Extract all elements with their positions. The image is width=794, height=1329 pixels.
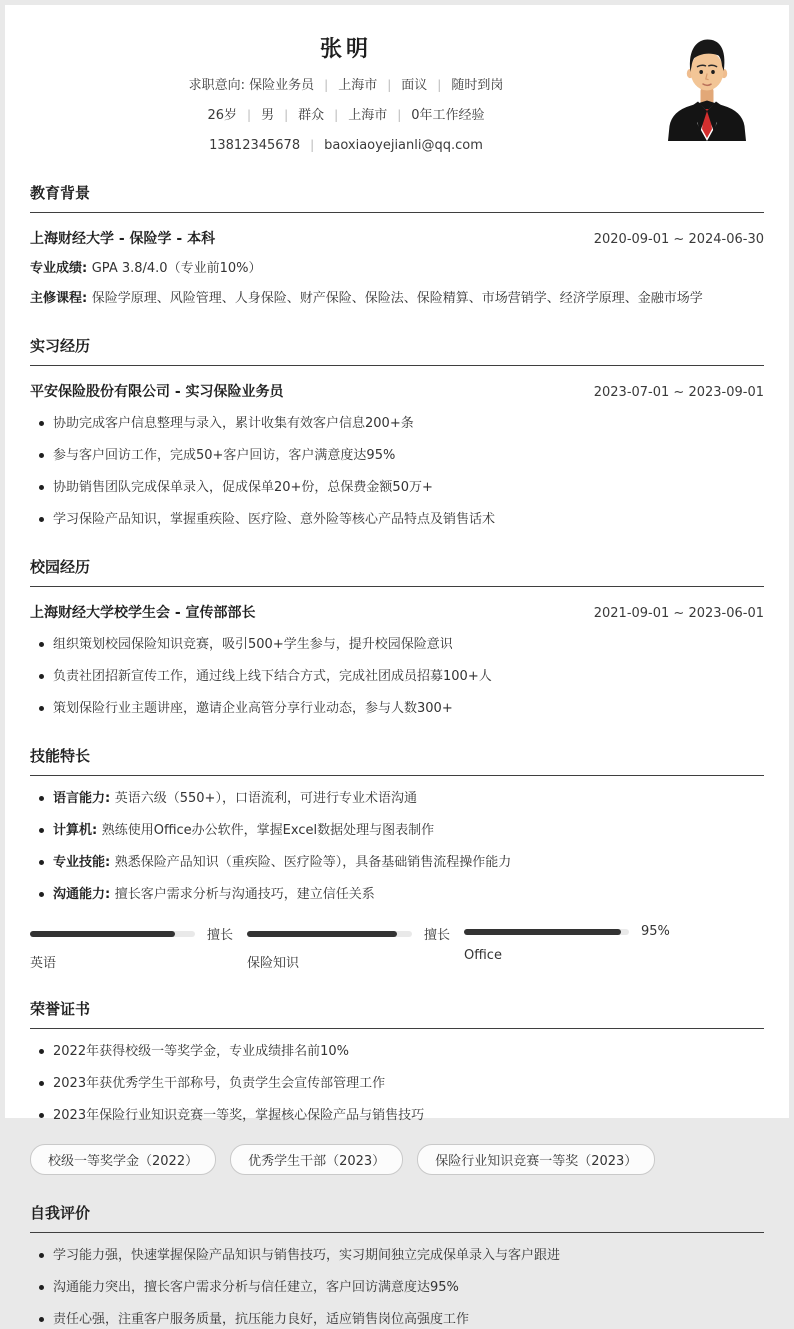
bullet-dot bbox=[39, 517, 44, 522]
separator-bar: | bbox=[437, 78, 442, 92]
job-intent-item: 面议 bbox=[401, 78, 428, 93]
internship-bullet-list bbox=[30, 414, 764, 529]
bullet-dot bbox=[39, 1081, 44, 1086]
evaluation-bullet-item bbox=[30, 1246, 764, 1265]
campus-bullet-item bbox=[30, 699, 764, 718]
skill-level-label: 95% bbox=[641, 924, 670, 939]
bullet-dot bbox=[39, 485, 44, 490]
section-title: 教育背景 bbox=[30, 182, 764, 213]
skill-bullet-text bbox=[53, 821, 434, 840]
bullet-dot bbox=[39, 1317, 44, 1322]
campus-bullet-item bbox=[30, 667, 764, 686]
internship-bullet-item bbox=[30, 446, 764, 465]
campus-date-range: 2021-09-01 ~ 2023-06-01 bbox=[593, 606, 764, 621]
internship-bullet-text: 参与客户回访工作，完成50+客户回访，客户满意度达95% bbox=[53, 448, 396, 463]
bullet-dot bbox=[39, 706, 44, 711]
personal-info-item: 26岁 bbox=[207, 108, 238, 123]
internship-bullet-item bbox=[30, 510, 764, 529]
skill-level-label: 擅长 bbox=[207, 928, 234, 943]
evaluation-bullet-item bbox=[30, 1278, 764, 1297]
skill-bullet-item bbox=[30, 885, 764, 904]
education-detail-rows bbox=[30, 259, 764, 308]
skills-bullet-list bbox=[30, 789, 764, 904]
honor-bullet-item bbox=[30, 1106, 764, 1125]
skill-bar-line bbox=[464, 924, 681, 939]
skill-level-label: 擅长 bbox=[424, 928, 451, 943]
skill-bar-fill bbox=[464, 929, 621, 935]
bullet-dot bbox=[39, 1285, 44, 1290]
separator-bar: | bbox=[247, 108, 252, 122]
personal-info-item: 0年工作经验 bbox=[411, 108, 485, 123]
skill-bar bbox=[247, 924, 464, 971]
skill-bullet-value: 擅长客户需求分析与沟通技巧，建立信任关系 bbox=[114, 887, 375, 902]
personal-info-line bbox=[30, 106, 662, 125]
personal-info-item: 群众 bbox=[298, 108, 325, 123]
resume-page bbox=[5, 5, 789, 1327]
contact-line bbox=[30, 136, 662, 155]
job-intent-label: 求职意向: bbox=[188, 78, 246, 93]
honor-bullet-item bbox=[30, 1074, 764, 1093]
evaluation-bullet-item bbox=[30, 1310, 764, 1329]
section-honors bbox=[30, 998, 764, 1175]
contact-item: 13812345678 bbox=[209, 138, 301, 153]
section-evaluation bbox=[30, 1202, 764, 1329]
honor-tag-pill: 保险行业知识竞赛一等奖（2023） bbox=[417, 1144, 655, 1175]
campus-bullet-text: 负责社团招新宣传工作，通过线上线下结合方式，完成社团成员招募100+人 bbox=[53, 669, 492, 684]
honor-tags-row bbox=[30, 1144, 764, 1175]
personal-info-item: 男 bbox=[261, 108, 275, 123]
skill-bullet-label: 沟通能力: bbox=[53, 887, 115, 902]
section-title: 校园经历 bbox=[30, 556, 764, 587]
education-entry-head bbox=[30, 228, 764, 248]
skill-name: 保险知识 bbox=[247, 956, 300, 971]
separator-bar: | bbox=[334, 108, 339, 122]
skill-name: Office bbox=[464, 948, 502, 963]
section-title: 实习经历 bbox=[30, 335, 764, 366]
skill-bars-row bbox=[30, 924, 764, 971]
separator-bar: | bbox=[397, 108, 402, 122]
internship-bullet-item bbox=[30, 478, 764, 497]
job-intent-item: 随时到岗 bbox=[451, 78, 504, 93]
skill-bar-line bbox=[30, 924, 247, 943]
skill-bar bbox=[464, 924, 681, 971]
section-title: 荣誉证书 bbox=[30, 998, 764, 1029]
skill-bar-track bbox=[464, 929, 629, 935]
honor-bullet-text: 2022年获得校级一等奖学金，专业成绩排名前10% bbox=[53, 1044, 349, 1059]
skill-bullet-label: 语言能力: bbox=[53, 791, 115, 806]
evaluation-bullet-text: 责任心强，注重客户服务质量，抗压能力良好，适应销售岗位高强度工作 bbox=[53, 1312, 470, 1327]
bullet-dot bbox=[39, 1253, 44, 1258]
separator-bar: | bbox=[324, 78, 329, 92]
honor-tag-pill: 优秀学生干部（2023） bbox=[230, 1144, 403, 1175]
evaluation-bullet-text: 沟通能力突出，擅长客户需求分析与信任建立，客户回访满意度达95% bbox=[53, 1280, 459, 1295]
skill-bullet-value: 熟练使用Office办公软件，掌握Excel数据处理与图表制作 bbox=[101, 823, 435, 838]
internship-bullet-text: 协助完成客户信息整理与录入，累计收集有效客户信息200+条 bbox=[53, 416, 414, 431]
section-campus bbox=[30, 556, 764, 718]
campus-bullet-text: 策划保险行业主题讲座，邀请企业高管分享行业动态，参与人数300+ bbox=[53, 701, 453, 716]
contact-item: baoxiaoyejianli@qq.com bbox=[324, 138, 483, 153]
bullet-dot bbox=[39, 1049, 44, 1054]
education-detail-row bbox=[30, 289, 764, 308]
bullet-dot bbox=[39, 1113, 44, 1118]
skill-name: 英语 bbox=[30, 956, 57, 971]
bullet-dot bbox=[39, 828, 44, 833]
skill-bullet-item bbox=[30, 853, 764, 872]
header-text-block bbox=[30, 31, 662, 155]
section-internship bbox=[30, 335, 764, 529]
section-title: 自我评价 bbox=[30, 1202, 764, 1233]
education-detail-row bbox=[30, 259, 764, 278]
skill-bullet-item bbox=[30, 821, 764, 840]
profile-photo bbox=[662, 31, 752, 141]
skill-bullet-label: 专业技能: bbox=[53, 855, 115, 870]
education-detail-label: 专业成绩: bbox=[30, 261, 92, 276]
resume-header bbox=[30, 31, 764, 155]
campus-bullet-list bbox=[30, 635, 764, 718]
section-education bbox=[30, 182, 764, 308]
internship-date-range: 2023-07-01 ~ 2023-09-01 bbox=[593, 385, 764, 400]
section-title: 技能特长 bbox=[30, 745, 764, 776]
skill-bullet-text bbox=[53, 885, 375, 904]
bullet-dot bbox=[39, 642, 44, 647]
bullet-dot bbox=[39, 892, 44, 897]
education-detail-text: 保险学原理、风险管理、人身保险、财产保险、保险法、保险精算、市场营销学、经济学原理、金融市场学 bbox=[91, 291, 703, 306]
job-intent-item: 上海市 bbox=[338, 78, 378, 93]
skill-bar-line bbox=[247, 924, 464, 943]
bullet-dot bbox=[39, 860, 44, 865]
skill-bullet-text bbox=[53, 853, 511, 872]
internship-bullet-item bbox=[30, 414, 764, 433]
evaluation-bullet-text: 学习能力强，快速掌握保险产品知识与销售技巧，实习期间独立完成保单录入与客户跟进 bbox=[53, 1248, 561, 1263]
education-detail-label: 主修课程: bbox=[30, 291, 92, 306]
skill-bullet-value: 英语六级（550+），口语流利，可进行专业术语沟通 bbox=[114, 791, 417, 806]
internship-bullet-text: 协助销售团队完成保单录入，促成保单20+份，总保费金额50万+ bbox=[53, 480, 433, 495]
company-name: 平安保险股份有限公司 - 实习保险业务员 bbox=[30, 384, 284, 400]
skill-bar-track bbox=[247, 931, 412, 937]
skill-bar-fill bbox=[247, 931, 397, 937]
school-name: 上海财经大学 - 保险学 - 本科 bbox=[30, 231, 216, 247]
skill-bar-fill bbox=[30, 931, 175, 937]
education-detail-text: GPA 3.8/4.0（专业前10%） bbox=[91, 261, 262, 276]
job-intent-line bbox=[30, 76, 662, 95]
education-date-range: 2020-09-01 ~ 2024-06-30 bbox=[593, 232, 764, 247]
bullet-dot bbox=[39, 453, 44, 458]
skill-bullet-label: 计算机: bbox=[53, 823, 102, 838]
skill-bar-track bbox=[30, 931, 195, 937]
section-skills bbox=[30, 745, 764, 971]
separator-bar: | bbox=[284, 108, 289, 122]
skill-bar bbox=[30, 924, 247, 971]
bullet-dot bbox=[39, 421, 44, 426]
job-intent-item: 保险业务员 bbox=[249, 78, 315, 93]
evaluation-bullet-list bbox=[30, 1246, 764, 1329]
organization-name: 上海财经大学校学生会 - 宣传部部长 bbox=[30, 605, 256, 621]
bullet-dot bbox=[39, 674, 44, 679]
skill-bullet-item bbox=[30, 789, 764, 808]
separator-bar: | bbox=[310, 138, 315, 152]
honor-bullet-text: 2023年获优秀学生干部称号，负责学生会宣传部管理工作 bbox=[53, 1076, 386, 1091]
avatar-illustration bbox=[662, 31, 752, 141]
campus-bullet-text: 组织策划校园保险知识竞赛，吸引500+学生参与，提升校园保险意识 bbox=[53, 637, 453, 652]
honors-bullet-list bbox=[30, 1042, 764, 1125]
skill-bullet-text bbox=[53, 789, 417, 808]
internship-bullet-text: 学习保险产品知识，掌握重疾险、医疗险、意外险等核心产品特点及销售话术 bbox=[53, 512, 496, 527]
skill-bullet-value: 熟悉保险产品知识（重疾险、医疗险等），具备基础销售流程操作能力 bbox=[114, 855, 512, 870]
honor-bullet-item bbox=[30, 1042, 764, 1061]
candidate-name: 张明 bbox=[319, 37, 372, 62]
honor-tag-pill: 校级一等奖学金（2022） bbox=[30, 1144, 216, 1175]
separator-bar: | bbox=[387, 78, 392, 92]
personal-info-item: 上海市 bbox=[348, 108, 388, 123]
internship-entry-head bbox=[30, 381, 764, 401]
campus-bullet-item bbox=[30, 635, 764, 654]
honor-bullet-text: 2023年保险行业知识竞赛一等奖，掌握核心保险产品与销售技巧 bbox=[53, 1108, 425, 1123]
campus-entry-head bbox=[30, 602, 764, 622]
bullet-dot bbox=[39, 796, 44, 801]
